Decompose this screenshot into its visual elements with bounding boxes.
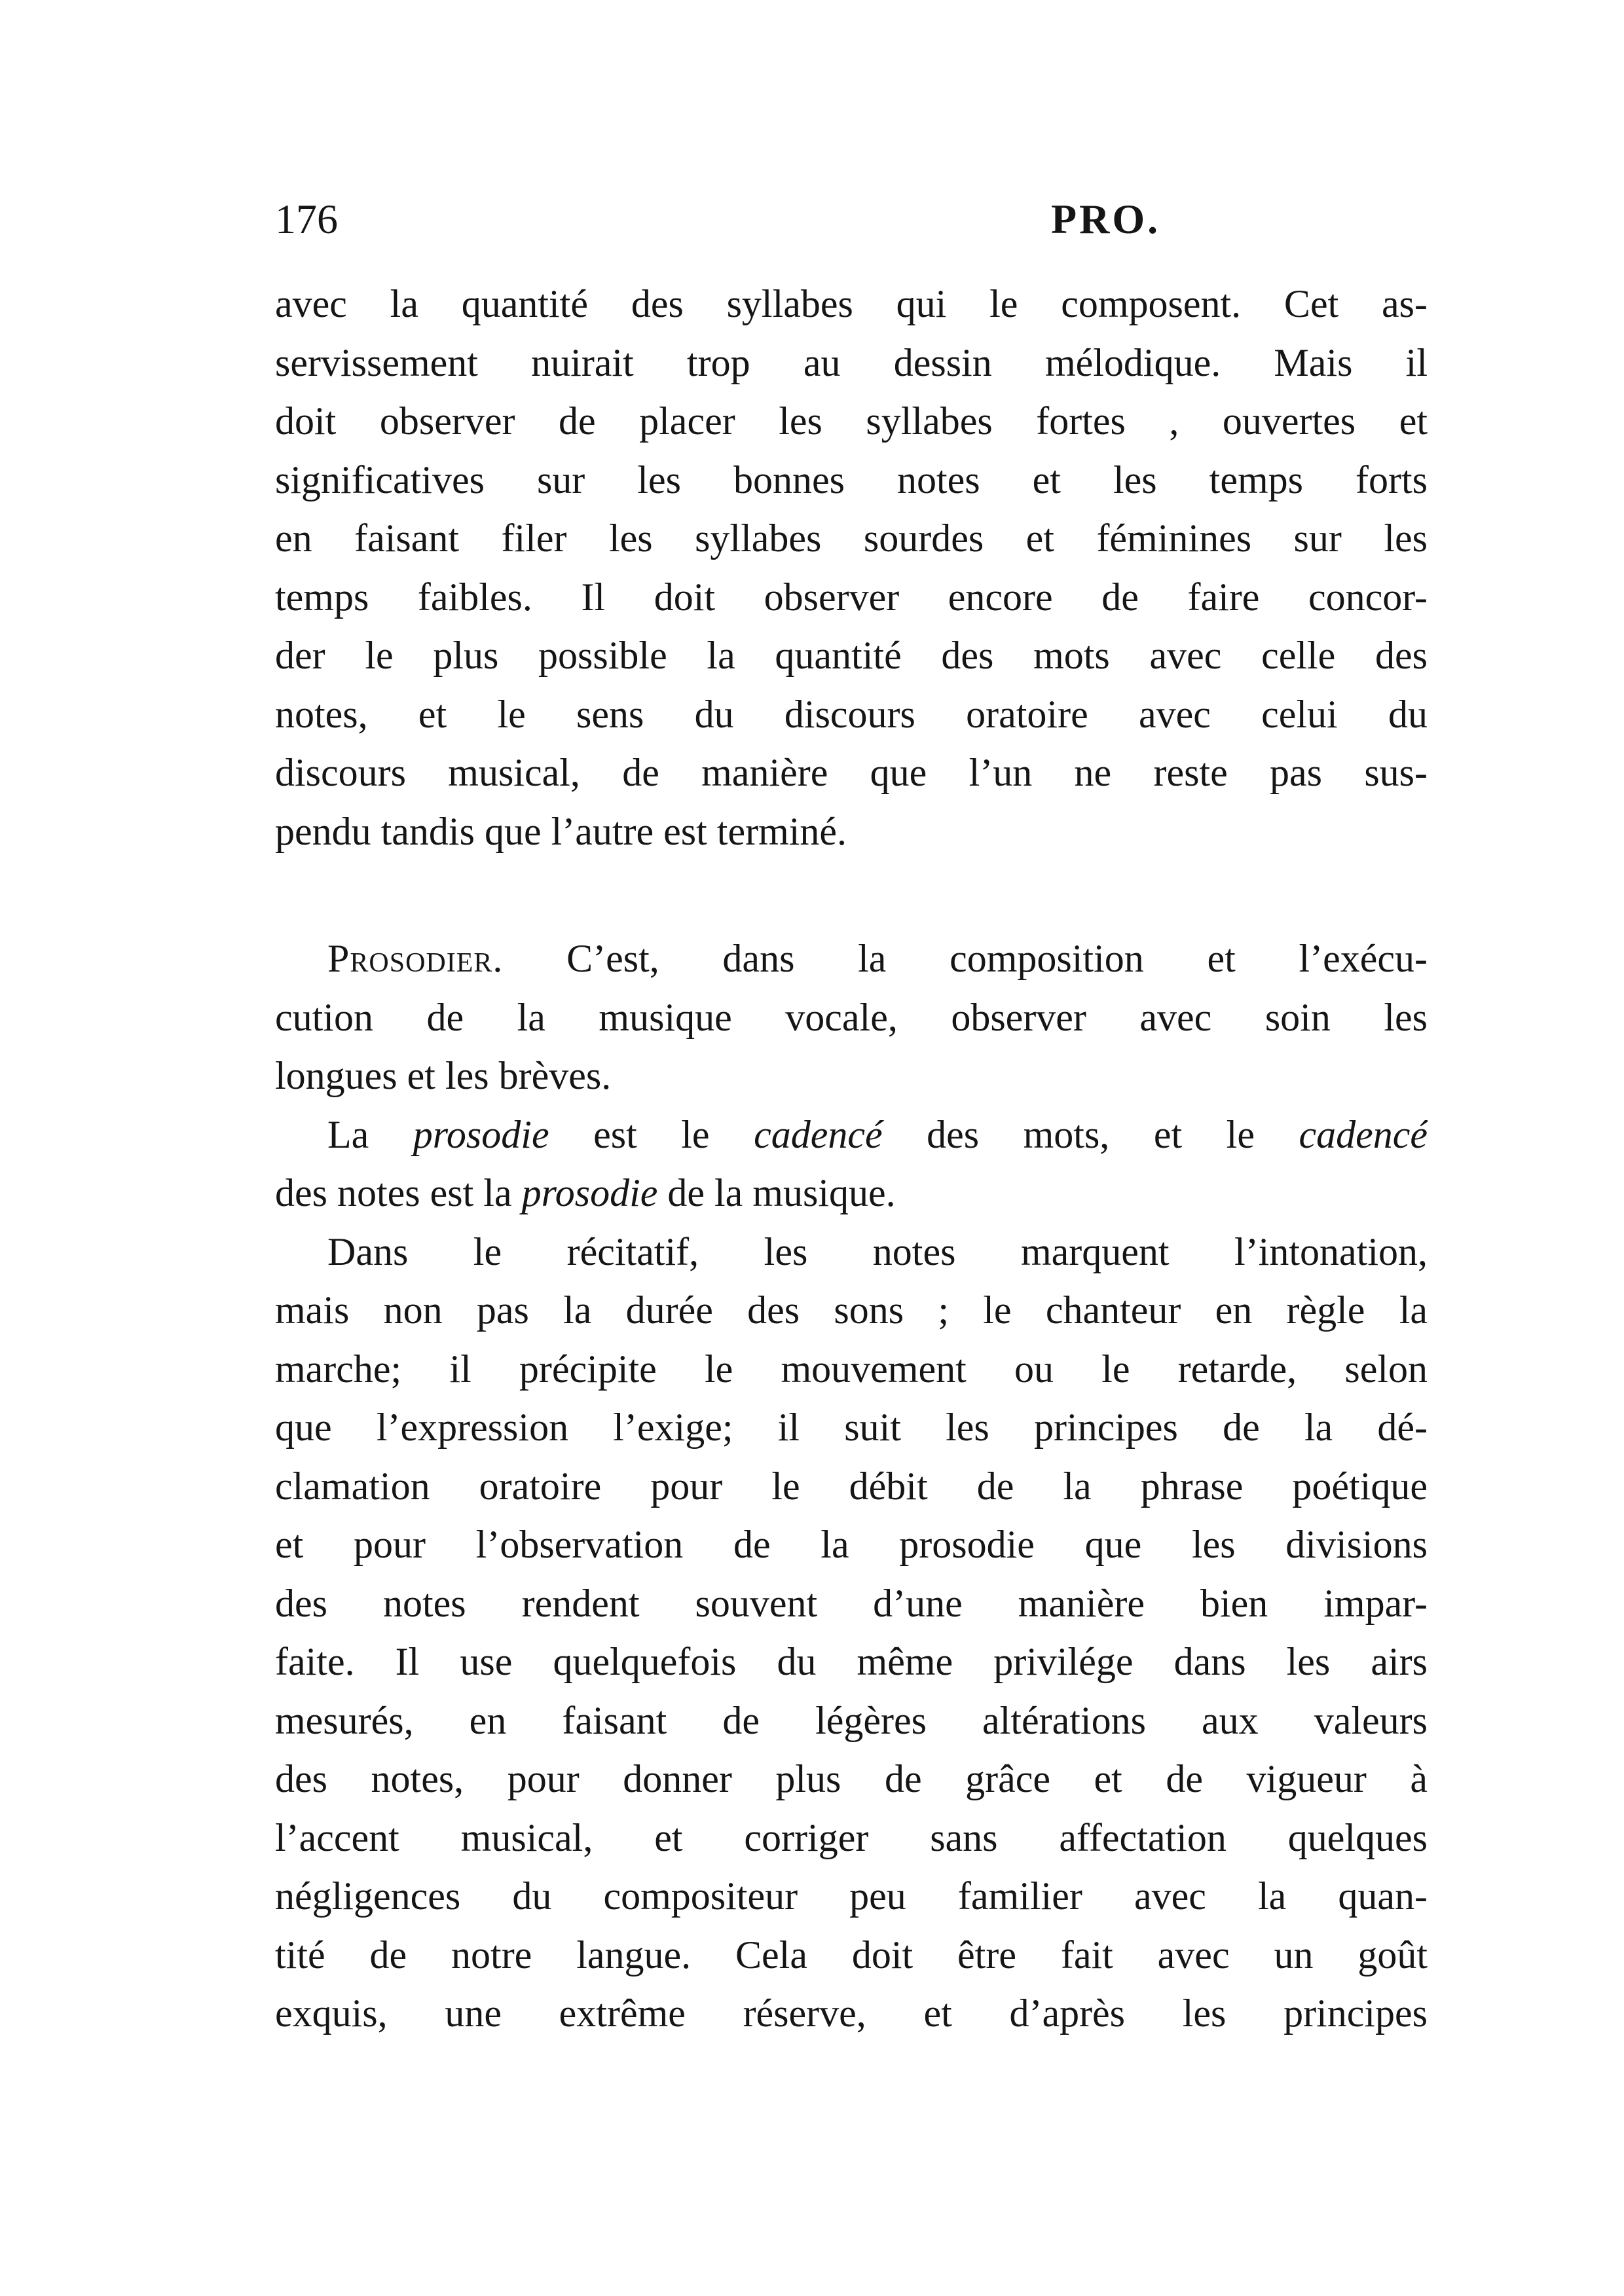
italic-term: cadencé [1299, 1112, 1428, 1156]
text-line: Dans le récitatif, les notes marquent l’intonation, [327, 1230, 1428, 1273]
text-line: doit observer de placer les syllabes fortes , ouvertes et [275, 399, 1428, 443]
entry-headword: Prosodier. [327, 937, 504, 980]
italic-term: prosodie [413, 1112, 549, 1156]
text-line: des notes, pour donner plus de grâce et de vigueur à [275, 1757, 1428, 1800]
text-span: de la musique. [657, 1171, 896, 1214]
text-line: der le plus possible la quantité des mots avec celle des [275, 634, 1428, 677]
text-line [275, 1164, 1428, 1223]
text-line: temps faibles. Il doit observer encore de faire concor- [275, 575, 1428, 619]
text-span: est le [549, 1112, 754, 1156]
text-line: mais non pas la durée des sons ; le chanteur en règle la [275, 1288, 1428, 1332]
paragraph-continued [275, 275, 1428, 861]
text-line: marche; il précipite le mouvement ou le retarde, selon [275, 1347, 1428, 1391]
text-line: significatives sur les bonnes notes et les temps forts [275, 458, 1428, 501]
italic-term: prosodie [521, 1171, 658, 1214]
text-line: clamation oratoire pour le débit de la phrase poétique [275, 1464, 1428, 1508]
text-line: cution de la musique vocale, observer avec soin les [275, 995, 1428, 1039]
text-line: servissement nuirait trop au dessin mélodique. Mais il [275, 340, 1428, 384]
entry-first-line [275, 930, 1428, 989]
text-line: longues et les brèves. [275, 1054, 612, 1097]
text-line: mesurés, en faisant de légères altérations aux valeurs [275, 1698, 1428, 1742]
text-line: négligences du compositeur peu familier avec la quan- [275, 1874, 1428, 1918]
text-span: des notes est la [275, 1171, 522, 1214]
text-line: faite. Il use quelquefois du même privilége dans les airs [275, 1640, 1428, 1683]
text-line: tité de notre langue. Cela doit être fait avec un goût [275, 1933, 1428, 1977]
text-line: notes, et le sens du discours oratoire avec celui du [275, 692, 1428, 736]
text-span: des mots, et le [882, 1112, 1299, 1156]
entry-text: C’est, dans la composition et l’exécu- [503, 937, 1428, 980]
text-line: que l’expression l’exige; il suit les principes de la dé- [275, 1406, 1428, 1449]
page-number: 176 [275, 196, 338, 242]
text-line: discours musical, de manière que l’un ne reste pas sus- [275, 751, 1428, 794]
text-line: avec la quantité des syllabes qui le composent. Cet as- [275, 282, 1428, 325]
text-line: en faisant filer les syllabes sourdes et féminines sur les [275, 517, 1428, 560]
dictionary-entry [275, 930, 1428, 2043]
text-line: des notes rendent souvent d’une manière bien impar- [275, 1581, 1428, 1625]
italic-term: cadencé [754, 1112, 883, 1156]
text-line: et pour l’observation de la prosodie que les divisions [275, 1523, 1428, 1566]
text-line [275, 1106, 1428, 1165]
text-span: La [327, 1112, 413, 1156]
text-line: pendu tandis que l’autre est terminé. [275, 809, 847, 853]
running-head [275, 190, 1428, 249]
text-line: exquis, une extrême réserve, et d’après les principes [275, 1992, 1428, 2035]
text-line: l’accent musical, et corriger sans affectation quelques [275, 1815, 1428, 1859]
running-title: PRO. [1051, 196, 1161, 242]
